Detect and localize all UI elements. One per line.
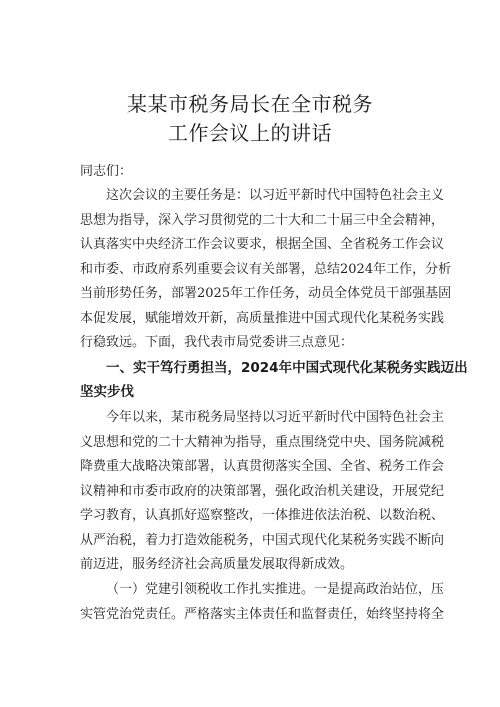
body-line: 降费重大战略决策部署，认真贯彻落实全国、全省、税务工作会 bbox=[80, 459, 445, 474]
subsection-line: 实管党治党责任。严格落实主体责任和监督责任，始终坚持将全 bbox=[80, 606, 445, 622]
intro-line: 当前形势任务，部署2025年工作任务，动员全体党员干部强基固 bbox=[80, 286, 452, 301]
salutation: 同志们： bbox=[80, 164, 133, 179]
subsection-paragraph bbox=[80, 578, 445, 627]
body-line: 学习教育，认真抓好巡察整改，一体推进依法治税、以数治税、 bbox=[80, 508, 445, 523]
intro-line: 认真落实中央经济工作会议要求，根据全国、全省税务工作会议 bbox=[80, 237, 445, 252]
body-line: 今年以来，某市税务局坚持以习近平新时代中国特色社会主 bbox=[106, 410, 445, 425]
intro-line: 思想为指导，深入学习贯彻党的二十大和二十届三中全会精神， bbox=[80, 212, 445, 228]
document-title-line-1: 某某市税务局长在全市税务 bbox=[127, 92, 373, 116]
body-paragraph bbox=[80, 406, 445, 578]
body-line: 议精神和市委市政府的决策部署，强化政治机关建设，开展党纪 bbox=[80, 483, 445, 499]
body-line: 义思想和党的二十大精神为指导，重点围绕党中央、国务院减税 bbox=[80, 434, 445, 450]
intro-line: 本促发展，赋能增效开新，高质量推进中国式现代化某税务实践 bbox=[80, 310, 445, 326]
body-line: 从严治税，着力打造效能税务，中国式现代化某税务实践不断向 bbox=[80, 532, 445, 548]
body-line: 前迈进，服务经济社会高质量发展取得新成效。 bbox=[80, 557, 354, 572]
document-title-line-2: 工作会议上的讲话 bbox=[168, 121, 332, 145]
heading-line: 坚实步伐 bbox=[80, 384, 134, 400]
intro-line: 行稳致远。下面，我代表市局党委讲三点意见： bbox=[80, 335, 354, 350]
intro-line: 这次会议的主要任务是：以习近平新时代中国特色社会主义 bbox=[106, 188, 445, 203]
subsection-line: （一）党建引领税收工作扎实推进。一是提高政治站位，压 bbox=[106, 582, 445, 597]
section-heading-1 bbox=[80, 356, 468, 404]
heading-line: 一、实干笃行勇担当，2024年中国式现代化某税务实践迈出 bbox=[106, 360, 468, 376]
intro-paragraph bbox=[80, 184, 452, 356]
intro-line: 和市委、市政府系列重要会议有关部署，总结2024年工作，分析 bbox=[80, 261, 452, 277]
